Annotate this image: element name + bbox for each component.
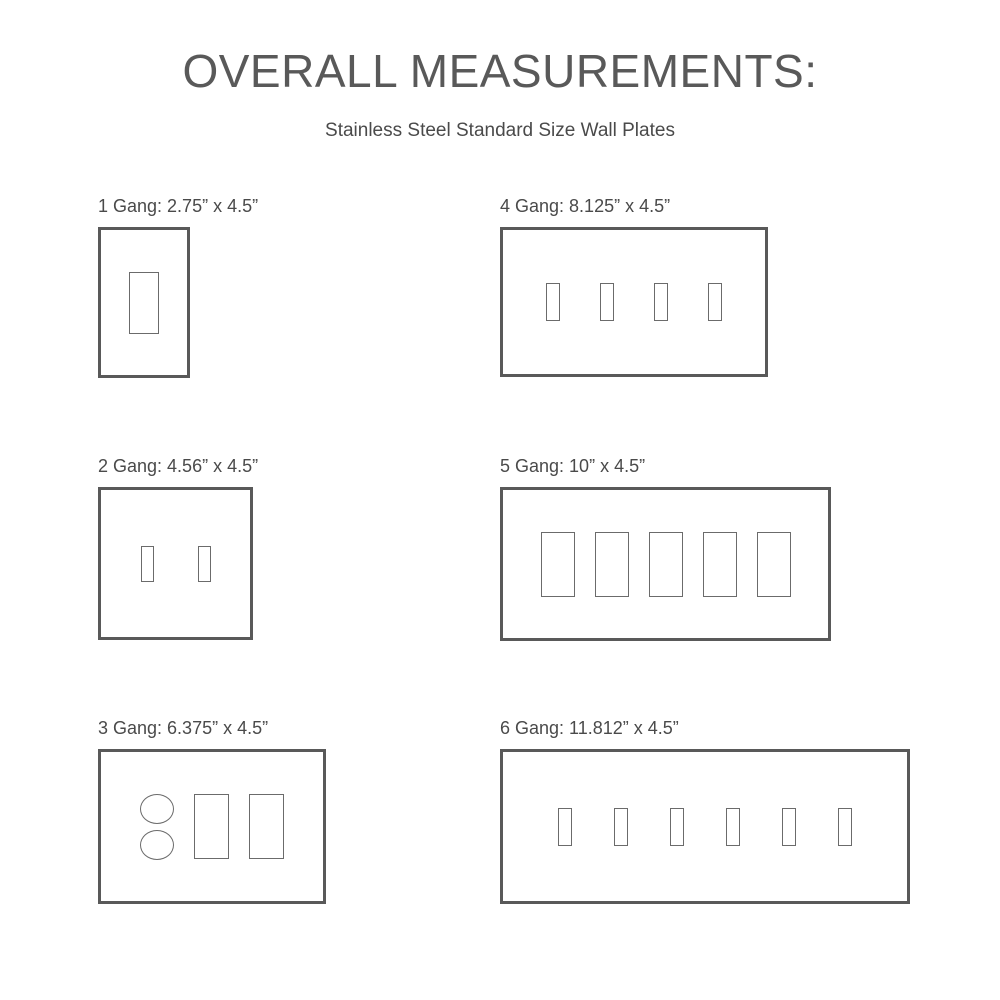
- cutout-group-4-gang: [546, 283, 722, 321]
- cutout-toggle: [614, 808, 628, 846]
- plate-label-1-gang: 1 Gang: 2.75” x 4.5”: [98, 196, 259, 216]
- plate-item-1-gang: [98, 196, 258, 378]
- cutout-decora: [194, 794, 229, 859]
- cutout-round-top: [140, 794, 174, 824]
- cutout-round-bottom: [140, 830, 174, 860]
- plate-label-5-gang: 5 Gang: 10” x 4.5”: [500, 456, 646, 476]
- plate-item-5-gang: [500, 456, 831, 641]
- cutout-decora: [703, 532, 737, 597]
- plate-outline-5-gang: [500, 487, 831, 641]
- cutout-toggle: [782, 808, 796, 846]
- cutout-toggle: [838, 808, 852, 846]
- plate-item-6-gang: [500, 718, 910, 904]
- plate-item-3-gang: [98, 718, 326, 904]
- plate-outline-3-gang: [98, 749, 326, 904]
- cutout-group-3-gang: [140, 794, 284, 860]
- cutout-toggle: [198, 546, 211, 582]
- cutout-group-6-gang: [558, 808, 852, 846]
- cutout-group-5-gang: [541, 532, 791, 597]
- plate-outline-4-gang: [500, 227, 768, 377]
- plate-label-2-gang: 2 Gang: 4.56” x 4.5”: [98, 456, 259, 476]
- cutout-toggle: [558, 808, 572, 846]
- cutout-toggle: [670, 808, 684, 846]
- cutout-decora: [249, 794, 284, 859]
- cutout-decora: [757, 532, 791, 597]
- cutout-decora: [129, 272, 159, 334]
- cutout-decora: [595, 532, 629, 597]
- plate-item-2-gang: [98, 456, 258, 640]
- cutout-group-1-gang: [129, 272, 159, 334]
- plate-outline-6-gang: [500, 749, 910, 904]
- page-title: OVERALL MEASUREMENTS:: [182, 45, 818, 97]
- cutout-toggle: [708, 283, 722, 321]
- plate-label-4-gang: 4 Gang: 8.125” x 4.5”: [500, 196, 671, 216]
- plate-outline-2-gang: [98, 487, 253, 640]
- cutout-toggle: [726, 808, 740, 846]
- plate-label-3-gang: 3 Gang: 6.375” x 4.5”: [98, 718, 269, 738]
- cutout-decora: [649, 532, 683, 597]
- plate-item-4-gang: [500, 196, 768, 377]
- cutout-decora: [541, 532, 575, 597]
- cutout-duplex-receptacle: [140, 794, 174, 860]
- cutout-toggle: [546, 283, 560, 321]
- cutout-group-2-gang: [141, 546, 211, 582]
- cutout-toggle: [600, 283, 614, 321]
- cutout-toggle: [654, 283, 668, 321]
- cutout-toggle: [141, 546, 154, 582]
- plate-label-6-gang: 6 Gang: 11.812” x 4.5”: [500, 718, 679, 738]
- plate-outline-1-gang: [98, 227, 190, 378]
- page-subtitle: Stainless Steel Standard Size Wall Plates: [325, 120, 675, 141]
